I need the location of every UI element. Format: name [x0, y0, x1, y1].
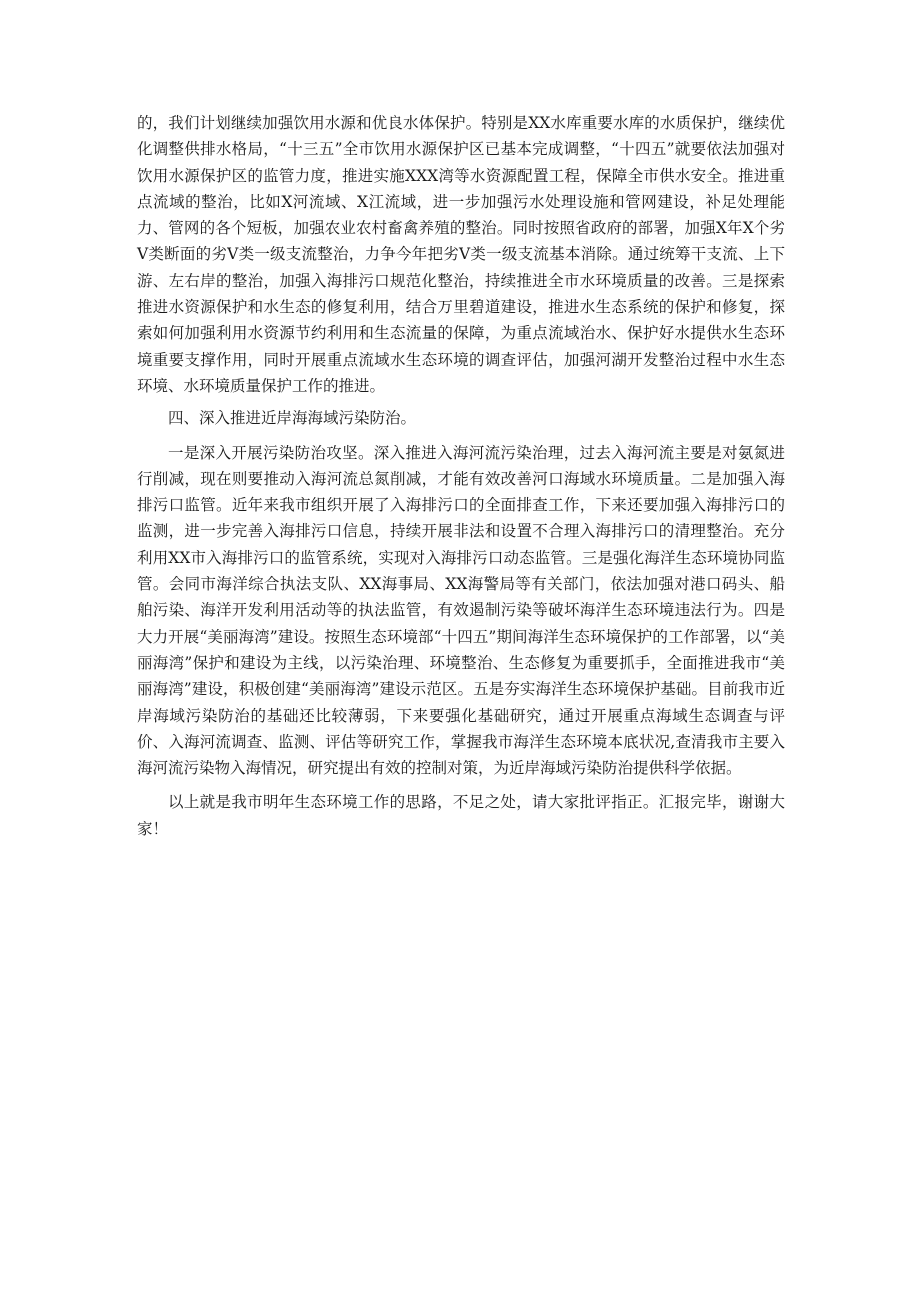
- paragraph-closing-remarks: 以上就是我市明年生态环境工作的思路，不足之处，请大家批评指正。汇报完毕，谢谢大家！: [137, 793, 785, 838]
- section-heading-coastal-pollution: 四、深入推进近岸海海域污染防治。: [168, 409, 417, 428]
- document-body: [137, 110, 785, 842]
- paragraph-coastal-measures: 一是深入开展污染防治攻坚。深入推进入海河流污染治理，过去入海河流主要是对氨氮进行削减，现在则要推动入海河流总氮削减，才能有效改善河口海域水环境质量。二是加强入海排污口监管。近年来我市组织开展了入海排污口的全面排查工作，下来还要加强入海排污口的监测，进一步完善入海排污口信息，持续开展非法和设置不合理入海排污口的清理整治。充分利用XX市入海排污口的监管系统，实现对入海排污口动态监管。三是强化海洋生态环境协同监管。会同市海洋综合执法支队、XX海事局、XX海警局等有关部门，依法加强对港口码头、船舶污染、海洋开发利用活动等的执法监管，有效遏制污染等破坏海洋生态环境违法行为。四是大力开展“美丽海湾”建设。按照生态环境部“十四五”期间海洋生态环境保护的工作部署，以“美丽海湾”保护和建设为主线，以污染治理、环境整治、生态修复为重要抓手，全面推进我市“美丽海湾”建设，积极创建“美丽海湾”建设示范区。五是夯实海洋生态环境保护基础。目前我市近岸海域污染防治的基础还比较薄弱，下来要强化基础研究，通过开展重点海域生态调查与评价、入海河流调查、监测、评估等研究工作，掌握我市海洋生态环境本底状况,查清我市主要入海河流污染物入海情况，研究提出有效的控制对策，为近岸海域污染防治提供科学依据。: [137, 443, 785, 778]
- paragraph-water-protection: 的，我们计划继续加强饮用水源和优良水体保护。特别是XX水库重要水库的水质保护，继续优化调整供排水格局，“十三五”全市饮用水源保护区已基本完成调整，“十四五”就要依法加强对饮用水源保护区的监管力度，推进实施XXX湾等水资源配置工程，保障全市供水安全。推进重点流域的整治，比如X河流域、X江流域，进一步加强污水处理设施和管网建设，补足处理能力、管网的各个短板，加强农业农村畜禽养殖的整治。同时按照省政府的部署，加强X年X个劣V类断面的劣V类一级支流整治，力争今年把劣V类一级支流基本消除。通过统筹干支流、上下游、左右岸的整治，加强入海排污口规范化整治，持续推进全市水环境质量的改善。三是探索推进水资源保护和水生态的修复利用，结合万里碧道建设，推进水生态系统的保护和修复，探索如何加强利用水资源节约利用和生态流量的保障，为重点流域治水、保护好水提供水生态环境重要支撑作用，同时开展重点流域水生态环境的调查评估，加强河湖开发整治过程中水生态环境、水环境质量保护工作的推进。: [137, 114, 785, 395]
